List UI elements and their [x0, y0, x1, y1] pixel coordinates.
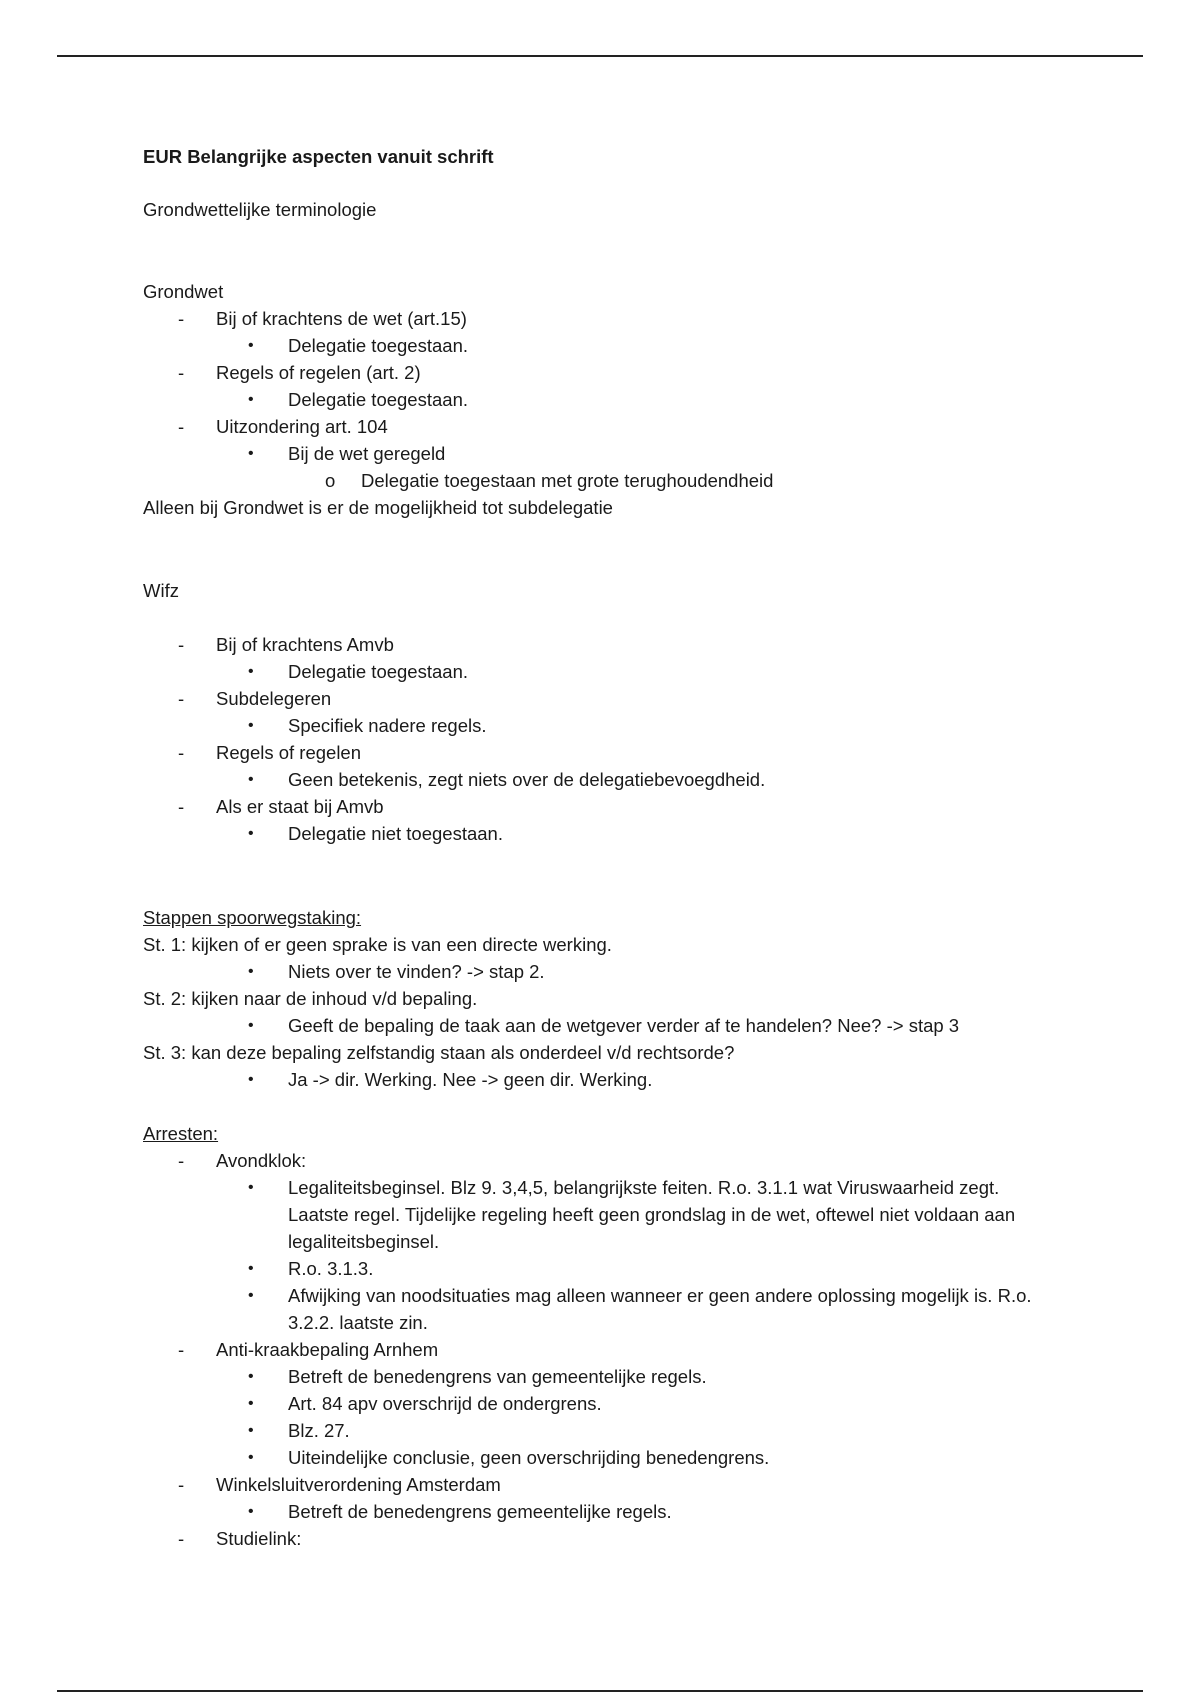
- bullet-marker: •: [248, 1395, 254, 1412]
- grondwet-heading: Grondwet: [143, 281, 224, 302]
- dash-marker: -: [178, 308, 185, 329]
- dash-marker: -: [178, 742, 185, 763]
- list-item: • Ja -> dir. Werking. Nee -> geen dir. Werking.: [143, 1066, 1103, 1093]
- bullet-marker: •: [248, 1071, 254, 1088]
- list-item: - Winkelsluitverordening Amsterdam: [143, 1471, 1103, 1498]
- bottom-rule: [57, 1690, 1143, 1692]
- list-item: o Delegatie toegestaan met grote terughoudendheid: [143, 467, 1103, 494]
- list-item: • Blz. 27.: [143, 1417, 1103, 1444]
- list-item: • Delegatie toegestaan.: [143, 332, 1103, 359]
- list-item: • Legaliteitsbeginsel. Blz 9. 3,4,5, belangrijkste feiten. R.o. 3.1.1 wat Viruswaarheid zegt. Laatste regel. Tijdelijke regeling heeft geen grondslag in de wet, oftewel niet voldaan aan legaliteitsbeginsel.: [143, 1174, 1103, 1255]
- top-rule: [57, 55, 1143, 57]
- list-item: - Bij of krachtens Amvb: [143, 631, 1103, 658]
- dash-marker: -: [178, 796, 185, 817]
- list-item: • Delegatie toegestaan.: [143, 658, 1103, 685]
- list-item: - Bij of krachtens de wet (art.15): [143, 305, 1103, 332]
- bullet-marker: •: [248, 1368, 254, 1385]
- grondwet-note: Alleen bij Grondwet is er de mogelijkheid tot subdelegatie: [143, 497, 613, 518]
- list-item: • Uiteindelijke conclusie, geen overschrijding benedengrens.: [143, 1444, 1103, 1471]
- dash-marker: -: [178, 1150, 185, 1171]
- bullet-marker: •: [248, 825, 254, 842]
- list-item: - Studielink:: [143, 1525, 1103, 1552]
- dash-marker: -: [178, 416, 185, 437]
- dash-marker: -: [178, 362, 185, 383]
- list-item: • Art. 84 apv overschrijd de ondergrens.: [143, 1390, 1103, 1417]
- bullet-marker: •: [248, 1503, 254, 1520]
- list-item: - Anti-kraakbepaling Arnhem: [143, 1336, 1103, 1363]
- list-item: • Bij de wet geregeld: [143, 440, 1103, 467]
- wifz-heading: Wifz: [143, 580, 179, 601]
- step-text: St. 2: kijken naar de inhoud v/d bepaling.: [143, 988, 478, 1009]
- stappen-heading: Stappen spoorwegstaking:: [143, 907, 362, 928]
- bullet-marker: •: [248, 1179, 254, 1196]
- bullet-marker: •: [248, 1260, 254, 1277]
- list-item: • Delegatie niet toegestaan.: [143, 820, 1103, 847]
- list-item: - Als er staat bij Amvb: [143, 793, 1103, 820]
- bullet-marker: •: [248, 963, 254, 980]
- bullet-marker: •: [248, 1017, 254, 1034]
- document-subtitle: Grondwettelijke terminologie: [143, 199, 377, 220]
- bullet-marker: •: [248, 391, 254, 408]
- dash-marker: -: [178, 1474, 185, 1495]
- dash-marker: -: [178, 1339, 185, 1360]
- bullet-marker: •: [248, 1449, 254, 1466]
- bullet-marker: •: [248, 1422, 254, 1439]
- list-item: - Uitzondering art. 104: [143, 413, 1103, 440]
- step-text: St. 3: kan deze bepaling zelfstandig staan als onderdeel v/d rechtsorde?: [143, 1042, 735, 1063]
- list-item: - Regels of regelen (art. 2): [143, 359, 1103, 386]
- bullet-marker: •: [248, 771, 254, 788]
- list-item: • Niets over te vinden? -> stap 2.: [143, 958, 1103, 985]
- bullet-marker: •: [248, 337, 254, 354]
- list-item: - Regels of regelen: [143, 739, 1103, 766]
- dash-marker: -: [178, 688, 185, 709]
- arresten-heading: Arresten:: [143, 1123, 219, 1144]
- bullet-marker: •: [248, 445, 254, 462]
- document-title: EUR Belangrijke aspecten vanuit schrift: [143, 146, 494, 167]
- bullet-marker: •: [248, 717, 254, 734]
- list-item: - Avondklok:: [143, 1147, 1103, 1174]
- circle-marker: o: [325, 470, 336, 491]
- list-item: • Afwijking van noodsituaties mag alleen wanneer er geen andere oplossing mogelijk is. R.o. 3.2.2. laatste zin.: [143, 1282, 1103, 1336]
- bullet-marker: •: [248, 1287, 254, 1304]
- list-item: • Geen betekenis, zegt niets over de delegatiebevoegdheid.: [143, 766, 1103, 793]
- list-item: • Betreft de benedengrens gemeentelijke regels.: [143, 1498, 1103, 1525]
- list-item: • Geeft de bepaling de taak aan de wetgever verder af te handelen? Nee? -> stap 3: [143, 1012, 1103, 1039]
- list-item: • R.o. 3.1.3.: [143, 1255, 1103, 1282]
- list-item: • Delegatie toegestaan.: [143, 386, 1103, 413]
- bullet-marker: •: [248, 663, 254, 680]
- dash-marker: -: [178, 634, 185, 655]
- dash-marker: -: [178, 1528, 185, 1549]
- step-text: St. 1: kijken of er geen sprake is van een directe werking.: [143, 934, 612, 955]
- list-item: - Subdelegeren: [143, 685, 1103, 712]
- list-item: • Specifiek nadere regels.: [143, 712, 1103, 739]
- list-item: • Betreft de benedengrens van gemeentelijke regels.: [143, 1363, 1103, 1390]
